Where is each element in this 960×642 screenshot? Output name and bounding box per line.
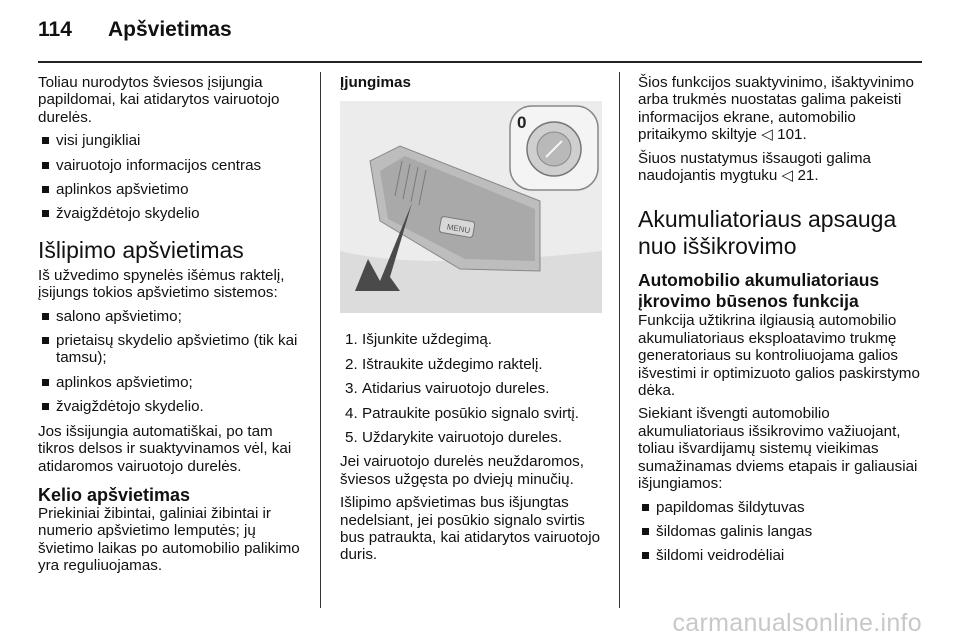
column-1 xyxy=(38,74,310,581)
activation-steps xyxy=(340,331,602,446)
column-divider xyxy=(320,72,321,608)
page-ref-arrow-icon: ◁ xyxy=(781,167,794,185)
immediate-off-text: Išlipimo apšvietimas bus išjungtas nedelsiant, jei posūkio signalo svirtis bus patraukta, kai atidarytos vairuotojo duris. xyxy=(340,494,601,564)
step-item: 4. Patraukite posūkio signalo svirtį. xyxy=(345,404,579,422)
exit-lighting-list xyxy=(38,308,310,416)
charge-state-subheading: Automobilio akumuliatoriaus įkrovimo būsenos funkcija xyxy=(638,270,880,312)
column-divider xyxy=(619,72,620,608)
intro-paragraph: Toliau nurodytos šviesos įsijungia papildomai, kai atidarytos vairuotojo durelės. xyxy=(38,74,280,126)
path-lighting-heading: Kelio apšvietimas xyxy=(38,484,191,505)
column-2 xyxy=(340,74,602,570)
page-title: Apšvietimas xyxy=(108,18,232,41)
watermark: carmanualsonline.info xyxy=(672,609,922,637)
discharge-prevention-text: Siekiant išvengti automobilio akumuliatoriaus išsikrovimo važiuojant, toliau išvardijamų sistemų vieikimas sumažinamas dviems etapais ir galiausiai išjungiamos: xyxy=(638,405,918,493)
step-item: 1. Išjunkite uždegimą. xyxy=(345,331,493,349)
list-item: prietaisų skydelio apšvietimo (tik kai tamsu); xyxy=(38,332,310,367)
list-item: aplinkos apšvietimo; xyxy=(38,374,310,391)
path-lighting-text: Priekiniai žibintai, galiniai žibintai ir numerio apšvietimo lemputės; jų švietimo laikas po automobilio palikimo yra reguliuojamas. xyxy=(38,504,300,575)
lever-illustration xyxy=(340,101,602,313)
list-item: visi jungikliai xyxy=(38,132,310,149)
auto-off-text: Jei vairuotojo durelės neuždaromos, šviesos užgęsta po dviejų minučių. xyxy=(340,453,584,488)
exit-lighting-heading: Išlipimo apšvietimas xyxy=(38,236,244,263)
intro-list xyxy=(38,132,310,223)
step-item: 3. Atidarius vairuotojo dureles. xyxy=(345,380,550,398)
list-item: žvaigždėtojo skydelio. xyxy=(38,398,310,415)
step-item: 5. Uždarykite vairuotojo dureles. xyxy=(345,429,563,447)
header-rule xyxy=(38,61,922,63)
exit-lighting-off-text: Jos išsijungia automatiškai, po tam tikros delsos ir suaktyvinamos vėl, kai atidaromos vairuotojo durelės. xyxy=(38,422,292,475)
column-3 xyxy=(638,74,924,572)
list-item: aplinkos apšvietimo xyxy=(38,181,310,198)
dial-label: 0 xyxy=(517,113,527,133)
reduced-systems-list xyxy=(638,499,924,565)
battery-protection-heading: Akumuliatoriaus apsauga nuo iššikrovimo xyxy=(638,206,897,260)
exit-lighting-text: Iš užvedimo spynelės išėmus raktelį, įsijungs tokios apšvietimo sistemos: xyxy=(38,266,285,302)
step-item: 2. Ištraukite uždegimo raktelį. xyxy=(345,355,543,373)
activation-label: Įjungimas xyxy=(340,74,411,91)
save-settings-paragraph: Šiuos nustatymus išsaugoti galima naudojantis mygtuku ◁ 21. xyxy=(638,149,871,185)
list-item: žvaigždėtojo skydelio xyxy=(38,205,310,222)
list-item: papildomas šildytuvas xyxy=(638,499,924,516)
page-number: 114 xyxy=(38,18,72,41)
list-item: šildomi veidrodėliai xyxy=(638,547,924,564)
page-ref-arrow-icon: ◁ xyxy=(761,126,773,144)
menu-button-label: MENU xyxy=(446,222,471,236)
turn-signal-lever-figure xyxy=(340,101,602,313)
list-item: vairuotojo informacijos centras xyxy=(38,157,310,174)
page-header xyxy=(38,18,232,42)
list-item: šildomas galinis langas xyxy=(638,523,924,540)
settings-paragraph: Šios funkcijos suaktyvinimo, išaktyvinimo arba trukmės nuostatas galima pakeisti informacijos ekrane, automobilio pritaikymo skiltyje ◁ 101. xyxy=(638,74,915,144)
list-item: salono apšvietimo; xyxy=(38,308,310,325)
function-description: Funkcija užtikrina ilgiausią automobilio akumuliatoriaus eksploatavimo trukmę generatoriaus su kontroliuojama galios išvestimi ir optimizuoto galios paskirstymo dėka. xyxy=(638,312,920,400)
